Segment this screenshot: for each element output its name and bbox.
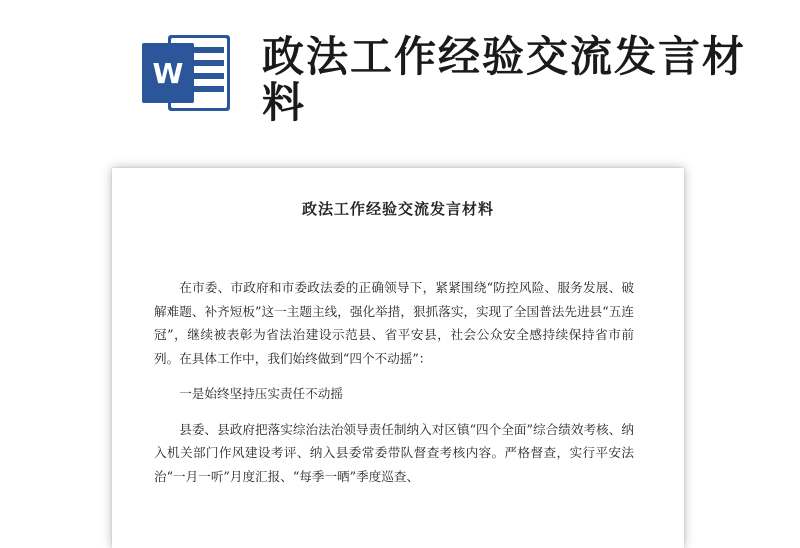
body-paragraph: 县委、县政府把落实综治法治领导责任制纳入对区镇“四个全面”综合绩效考核、纳入机关部门作风建设考评、纳入县委常委带队督查考核内容。严格督查，实行平安法治“一月一听”月度汇报、“每季一晒”季度巡查、 bbox=[154, 421, 634, 484]
document-title: 政法工作经验交流发言材料 bbox=[301, 200, 494, 218]
document-body bbox=[154, 276, 634, 500]
header-banner bbox=[0, 0, 800, 150]
body-paragraph: 在市委、市政府和市委政法委的正确领导下，紧紧围绕“防控风险、服务发展、破解难题、补齐短板”这一主题主线，强化举措，狠抓落实，实现了全国普法先进县“五连冠”，继续被表彰为省法治建设示范县、省平安县，社会公众安全感持续保持省市前列。在具体工作中，我们始终做到“四个不动摇”： bbox=[154, 280, 634, 366]
word-icon bbox=[140, 33, 232, 113]
svg-text:W: W bbox=[152, 57, 184, 90]
page-title: 政法工作经验交流发言材料 bbox=[262, 32, 747, 127]
document-page bbox=[112, 168, 684, 548]
section-heading: 一是始终坚持压实责任不动摇 bbox=[179, 386, 343, 401]
